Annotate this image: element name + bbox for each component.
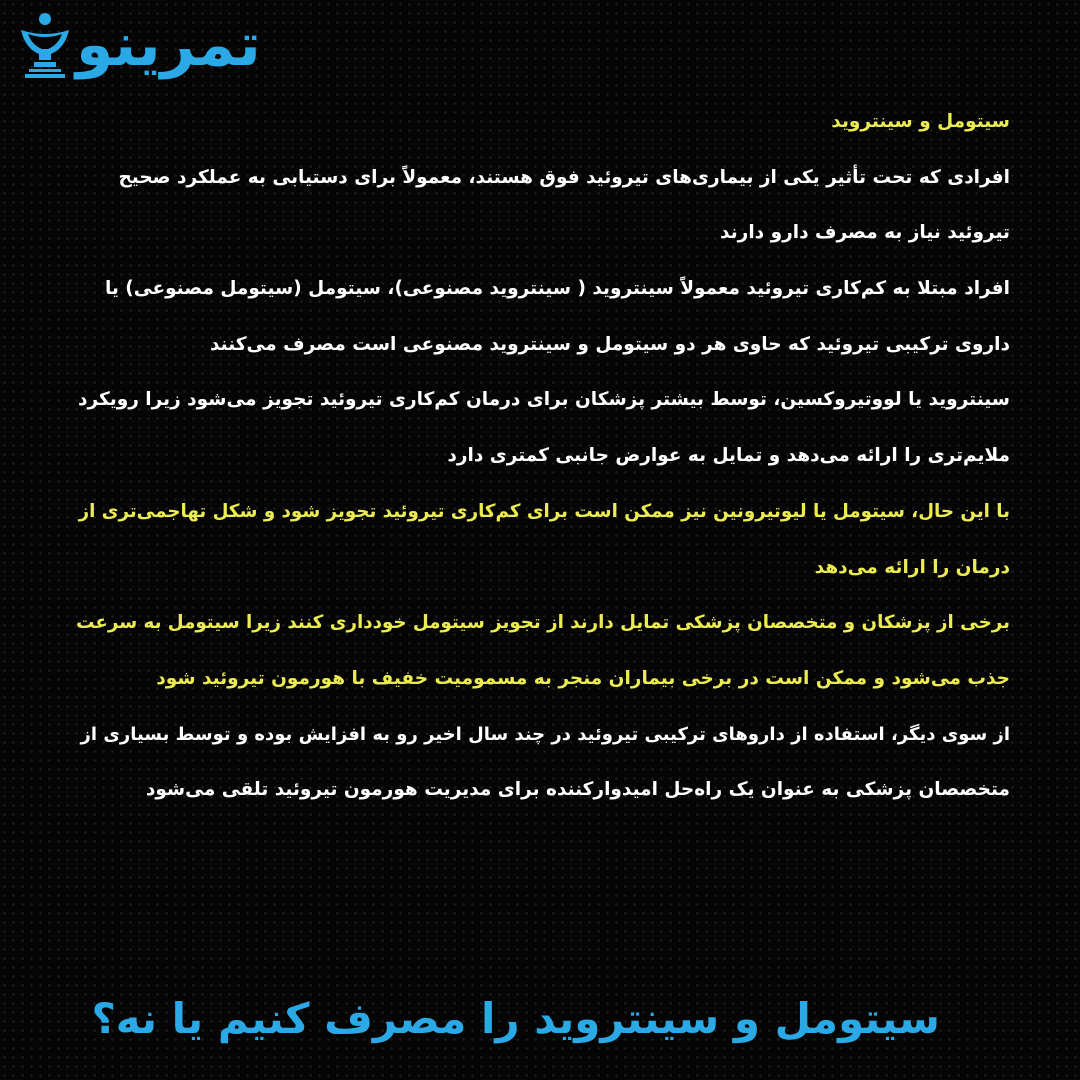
article-line: جذب می‌شود و ممکن است در برخی بیماران منجر به مسمومیت خفیف با هورمون تیروئید شود [156,667,1010,689]
article-line: ملایم‌تری را ارائه می‌دهد و تمایل به عوارض جانبی کمتری دارد [447,445,1010,467]
brand-logo [18,10,261,80]
article-line: متخصصان پزشکی به عنوان یک راه‌حل امیدوارکننده برای مدیریت هورمون تیروئید تلقی می‌شود [145,779,1010,801]
article-heading: سیتومل و سینتروید [831,111,1010,132]
article-line: برخی از پزشکان و متخصصان پزشکی تمایل دارند از تجویز سیتومل خودداری کنند زیرا سیتومل به سرعت [76,612,1010,634]
trophy-icon [18,12,72,78]
brand-name: تمرینو [76,10,261,80]
article-line: درمان را ارائه می‌دهد [814,556,1010,578]
article-line: تیروئید نیاز به مصرف دارو دارند [720,222,1010,244]
footer-title: سیتومل و سینتروید را مصرف کنیم یا نه؟ [91,993,940,1043]
article-line: از سوی دیگر، استفاده از داروهای ترکیبی تیروئید در چند سال اخیر رو به افزایش بوده و توسط بسیاری از [80,723,1010,745]
article-line: داروی ترکیبی تیروئید که حاوی هر دو سیتومل و سینتروید مصنوعی است مصرف می‌کنند [210,333,1010,355]
article-line: با این حال، سیتومل یا لیوتیرونین نیز ممکن است برای کم‌کاری تیروئید تجویز شود و شکل تهاجمی‌تری از [78,500,1010,522]
article-line: سینتروید یا لووتیروکسین، توسط بیشتر پزشکان برای درمان کم‌کاری تیروئید تجویز می‌شود زیرا رویکرد [78,389,1010,411]
article-line: افراد مبتلا به کم‌کاری تیروئید معمولاً سینتروید ( سینتروید مصنوعی)، سیتومل (سیتومل مصنوعی) یا [104,278,1010,300]
article-line: افرادی که تحت تأثیر یکی از بیماری‌های تیروئید فوق هستند، معمولاً برای دستیابی به عملکرد صحیح [118,166,1010,188]
article-body [70,94,1010,818]
